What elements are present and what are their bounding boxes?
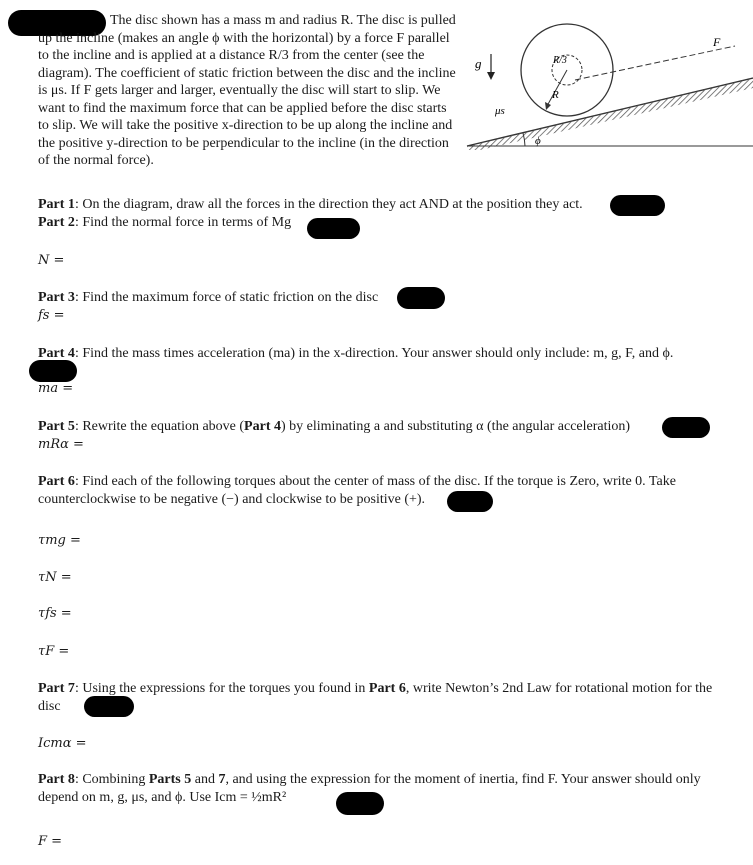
answer-normal-force[interactable]: N =	[38, 253, 65, 268]
part-ref: Part 6	[368, 681, 406, 696]
part-1	[38, 196, 618, 214]
answer-tau-mg[interactable]: τmg =	[38, 533, 81, 548]
answer-mRa[interactable]: mRα =	[38, 437, 84, 452]
part-text: : Find the maximum force of static friction on the disc	[74, 290, 379, 305]
gravity-arrowhead	[487, 72, 495, 80]
radius-label: R	[552, 89, 559, 101]
answer-force[interactable]: F =	[38, 834, 63, 849]
angle-label: ϕ	[535, 135, 541, 147]
force-line	[575, 46, 735, 80]
r3-label: R/3	[553, 55, 567, 66]
part-text-post: ) by eliminating a and substituting α (the angular acceleration)	[280, 419, 631, 434]
answer-tau-n[interactable]: τN =	[38, 570, 72, 585]
problem-statement: The disc shown has a mass m and radius R. The disc is pulled up the incline (makes an angle ϕ with the horizontal) by a force F parallel to the incline and is applied at a distance R/3 from the center (see the diagram). The coefficient of static friction between the disc and the incline is μs. If F gets larger and larger, eventually the disc will start to slip. We want to find the maximum force that can be applied before the disc starts to slip. We will take the positive x-direction to be up along the incline and the positive y-direction to be perpendicular to the incline (in the direction of the normal force).	[38, 13, 456, 168]
part-text-post: , write Newton’s 2nd Law for rotational motion for the disc	[38, 681, 713, 714]
part-label: Part 8	[38, 772, 75, 787]
gravity-label: g	[475, 56, 482, 71]
part-2	[38, 214, 318, 232]
part-5	[38, 418, 678, 436]
part-label: Part 6	[38, 474, 75, 489]
redaction-mark	[610, 195, 665, 216]
mu-label: μs	[495, 105, 505, 117]
part-text: : Find the mass times acceleration (ma) in the x-direction. Your answer should only include: m, g, F, and ϕ.	[74, 346, 674, 361]
incline-hatching	[467, 78, 753, 150]
part-3	[38, 289, 398, 307]
part-text: : Combining	[74, 772, 149, 787]
part-text-mid: and	[191, 772, 219, 787]
part-4	[38, 345, 738, 363]
part-label: Part 5	[38, 419, 75, 434]
answer-ma[interactable]: ma =	[38, 381, 74, 396]
redaction-mark	[29, 360, 77, 382]
part-label: Part 1	[38, 197, 75, 212]
answer-icm-alpha[interactable]: Icmα =	[38, 736, 87, 751]
answer-friction[interactable]: fs =	[38, 308, 65, 323]
part-text: : Find each of the following torques about the center of mass of the disc. If the torque is Zero, write 0. Take counterclockwise to be negative (−) and clockwise to be positive (+).	[38, 474, 676, 507]
part-label: Part 7	[38, 681, 75, 696]
part-ref: Part 4	[244, 419, 281, 434]
answer-tau-fs[interactable]: τfs =	[38, 606, 72, 621]
incline-diagram	[465, 18, 753, 156]
redaction-mark	[397, 287, 445, 309]
part-text: : On the diagram, draw all the forces in the direction they act AND at the position they act.	[74, 197, 583, 212]
part-text-post: , and using the expression for the moment of inertia, find F. Your answer should only depend on m, g, μs, and ϕ. Use Icm = ½mR²	[38, 772, 701, 805]
part-label: Part 4	[38, 346, 75, 361]
answer-tau-f[interactable]: τF =	[38, 644, 70, 659]
part-text: : Rewrite the equation above (	[74, 419, 245, 434]
force-label: F	[713, 35, 721, 49]
incline-figure	[465, 18, 753, 150]
part-6	[38, 473, 723, 508]
part-7	[38, 680, 728, 715]
part-label: Part 2	[38, 215, 75, 230]
part-ref-1: Parts 5	[148, 772, 192, 787]
part-text: : Using the expressions for the torques you found in	[74, 681, 369, 696]
part-label: Part 3	[38, 290, 75, 305]
part-ref-2: 7	[218, 772, 226, 787]
part-8	[38, 771, 728, 806]
part-text: : Find the normal force in terms of Mg	[74, 215, 292, 230]
